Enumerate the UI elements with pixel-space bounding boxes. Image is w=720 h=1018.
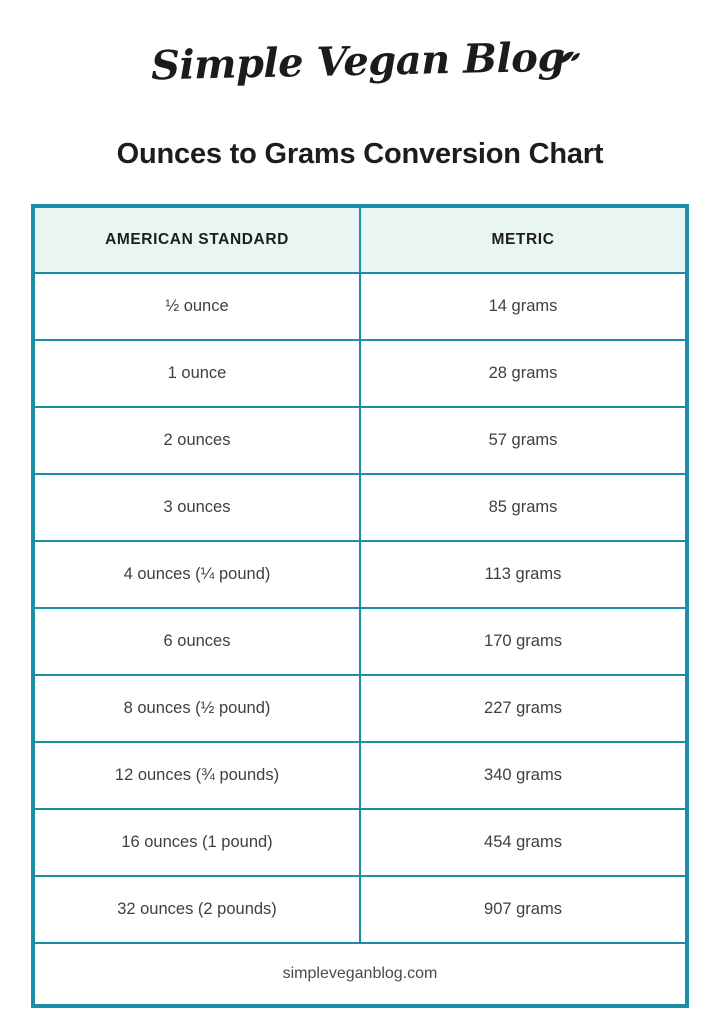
column-header-american-standard: AMERICAN STANDARD [35, 208, 360, 273]
cell-metric: 227 grams [360, 675, 685, 742]
table-foot [35, 943, 685, 1004]
cell-metric: 14 grams [360, 273, 685, 340]
column-header-metric: METRIC [360, 208, 685, 273]
table-footer-row [35, 943, 685, 1004]
table-row [35, 809, 685, 876]
conversion-table-wrapper [31, 204, 689, 1008]
table-row [35, 273, 685, 340]
page-title: Ounces to Grams Conversion Chart [116, 138, 604, 170]
cell-american: 3 ounces [35, 474, 360, 541]
cell-american: 8 ounces (½ pound) [35, 675, 360, 742]
table-row [35, 541, 685, 608]
table-row [35, 876, 685, 943]
table-row [35, 474, 685, 541]
table-row [35, 340, 685, 407]
cell-american: ½ ounce [35, 273, 360, 340]
brand-logo: Simple Vegan Blog [150, 33, 566, 90]
cell-metric: 28 grams [360, 340, 685, 407]
cell-american: 12 ounces (¾ pounds) [35, 742, 360, 809]
site-url: simpleveganblog.com [35, 943, 685, 1004]
table-row [35, 675, 685, 742]
table-row [35, 608, 685, 675]
cell-metric: 113 grams [360, 541, 685, 608]
cell-metric: 85 grams [360, 474, 685, 541]
conversion-table [35, 208, 685, 1004]
table-row [35, 742, 685, 809]
table-body [35, 273, 685, 943]
cell-metric: 57 grams [360, 407, 685, 474]
cell-metric: 907 grams [360, 876, 685, 943]
cell-american: 1 ounce [35, 340, 360, 407]
cell-american: 2 ounces [35, 407, 360, 474]
cell-metric: 340 grams [360, 742, 685, 809]
cell-american: 6 ounces [35, 608, 360, 675]
cell-american: 32 ounces (2 pounds) [35, 876, 360, 943]
cell-american: 4 ounces (¼ pound) [35, 541, 360, 608]
cell-metric: 454 grams [360, 809, 685, 876]
cell-american: 16 ounces (1 pound) [35, 809, 360, 876]
table-row [35, 407, 685, 474]
table-header-row [35, 208, 685, 273]
cell-metric: 170 grams [360, 608, 685, 675]
brand-header [0, 0, 720, 104]
table-head [35, 208, 685, 273]
